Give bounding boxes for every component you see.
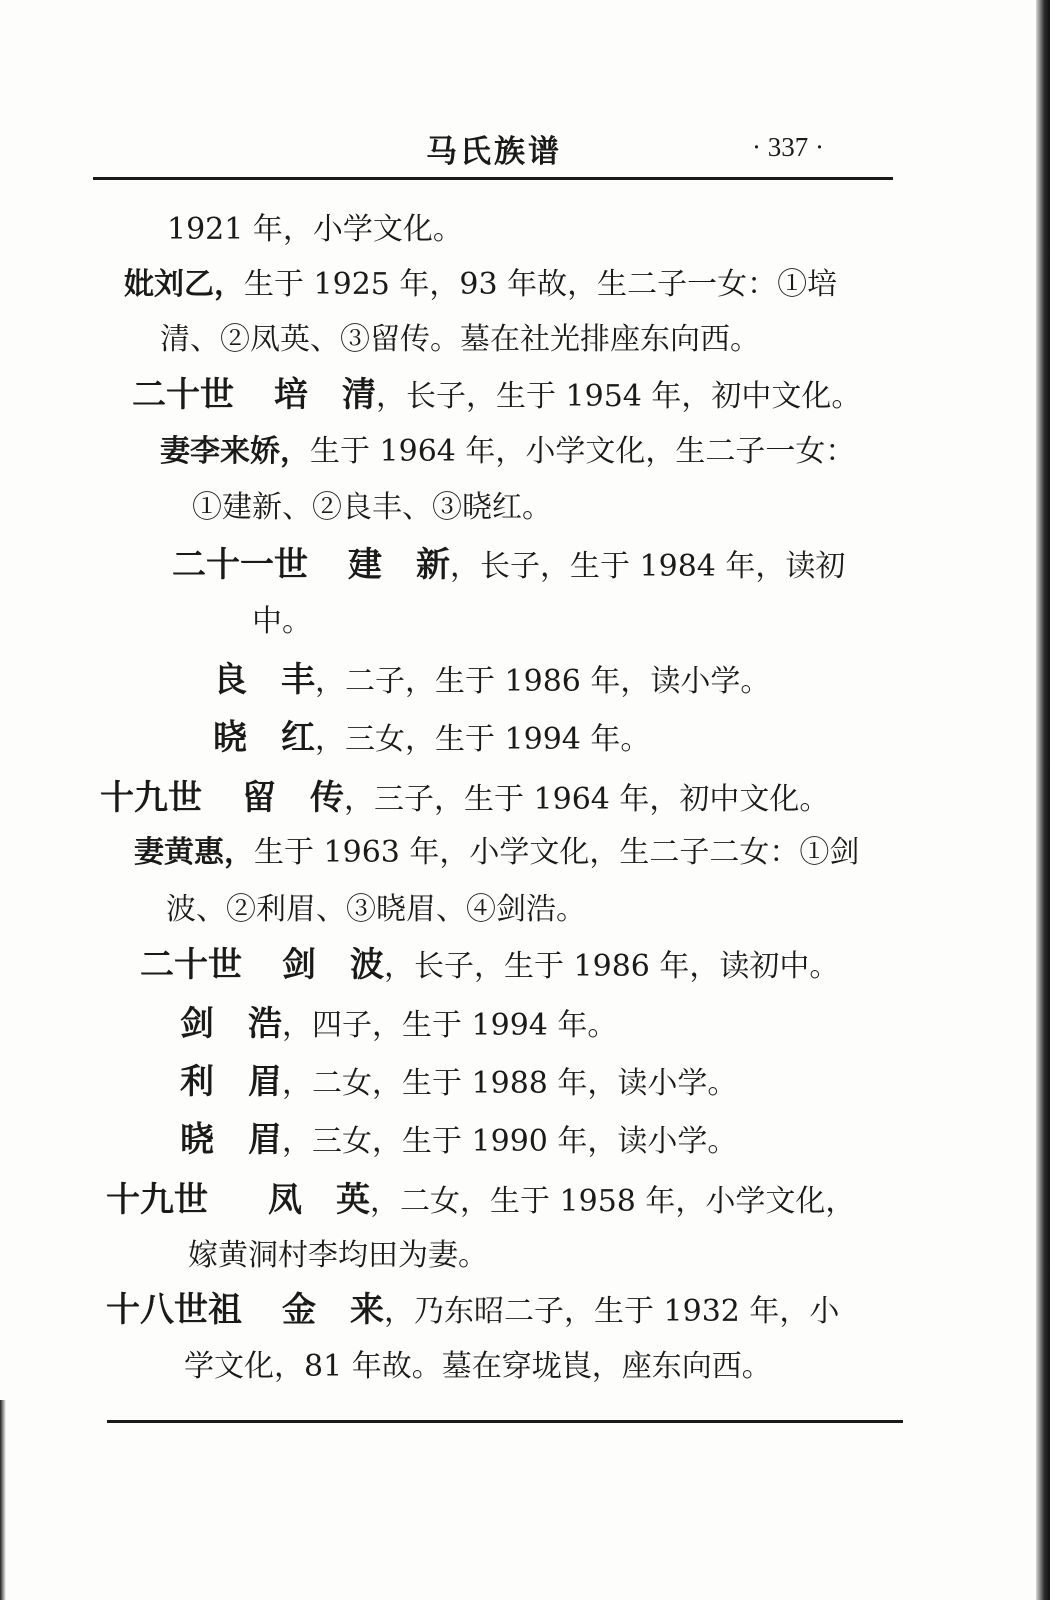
spouse-name: 妻黄惠， (134, 835, 254, 870)
person-entry (106, 1180, 855, 1222)
spouse-entry (134, 833, 859, 873)
person-entry (213, 660, 770, 702)
entry-text: ，三子，生于 1964 年，初中文化。 (344, 782, 830, 817)
entry-text: 生于 1925 年，93 年故，生二子一女：①培 (244, 267, 838, 302)
scan-edge-left (0, 1400, 6, 1600)
generation-label: 二十世 (132, 375, 234, 415)
person-name: 晓 眉 (180, 1120, 282, 1160)
person-entry (213, 718, 650, 760)
person-name: 留 传 (242, 778, 344, 818)
text-line: ①建新、②良丰、③晓红。 (192, 490, 552, 525)
person-name: 建 新 (348, 545, 450, 585)
text-line: 嫁黄洞村李均田为妻。 (188, 1238, 488, 1273)
footer-rule (107, 1420, 903, 1423)
person-entry (140, 945, 839, 987)
spouse-name: 妻李来娇， (160, 434, 310, 469)
text-line: 学文化，81 年故。墓在穿垅崀，座东向西。 (184, 1349, 772, 1384)
person-entry (180, 1062, 737, 1104)
person-name: 金 来 (282, 1290, 384, 1330)
entry-text: ，乃东昭二子，生于 1932 年，小 (384, 1294, 840, 1329)
person-name: 凤 英 (268, 1180, 370, 1220)
person-entry (132, 375, 861, 417)
page-number: · 337 · (752, 132, 824, 162)
person-entry (172, 545, 845, 587)
person-name: 培 清 (274, 375, 376, 415)
entry-text: ，长子，生于 1954 年，初中文化。 (376, 379, 862, 414)
entry-text: ，长子，生于 1984 年，读初 (450, 549, 846, 584)
entry-text: 生于 1964 年，小学文化，生二子一女： (310, 434, 856, 469)
entry-text: 生于 1963 年，小学文化，生二子二女：①剑 (254, 835, 860, 870)
scan-edge-right (1036, 0, 1050, 1600)
entry-text: ，二女，生于 1958 年，小学文化， (370, 1184, 856, 1219)
person-entry (180, 1004, 617, 1046)
generation-label: 十九世 (100, 778, 202, 818)
person-name: 剑 波 (282, 945, 384, 985)
running-header-title: 马氏族谱 (426, 134, 562, 170)
entry-text: ，三女，生于 1994 年。 (315, 722, 651, 757)
generation-label: 十八世祖 (106, 1290, 242, 1330)
person-name: 剑 浩 (180, 1004, 282, 1044)
generation-label: 十九世 (106, 1180, 208, 1220)
person-entry (106, 1290, 839, 1332)
spouse-name: 妣刘乙， (124, 267, 244, 302)
generation-label: 二十一世 (172, 545, 308, 585)
header-rule (93, 177, 893, 180)
entry-text: ，二女，生于 1988 年，读小学。 (282, 1066, 738, 1101)
text-line: 1921 年，小学文化。 (167, 212, 463, 247)
spouse-entry (160, 432, 855, 472)
person-name: 晓 红 (213, 718, 315, 758)
text-line: 清、②凤英、③留传。墓在社光排座东向西。 (160, 322, 760, 357)
generation-label: 二十世 (140, 945, 242, 985)
text-line: 中。 (252, 604, 312, 639)
entry-text: ，二子，生于 1986 年，读小学。 (315, 664, 771, 699)
person-name: 良 丰 (213, 660, 315, 700)
spouse-entry (124, 265, 837, 305)
entry-text: ，四子，生于 1994 年。 (282, 1008, 618, 1043)
person-entry (100, 778, 829, 820)
entry-text: ，长子，生于 1986 年，读初中。 (384, 949, 840, 984)
person-name: 利 眉 (180, 1062, 282, 1102)
entry-text: ，三女，生于 1990 年，读小学。 (282, 1124, 738, 1159)
text-line: 波、②利眉、③晓眉、④剑浩。 (166, 892, 586, 927)
person-entry (180, 1120, 737, 1162)
